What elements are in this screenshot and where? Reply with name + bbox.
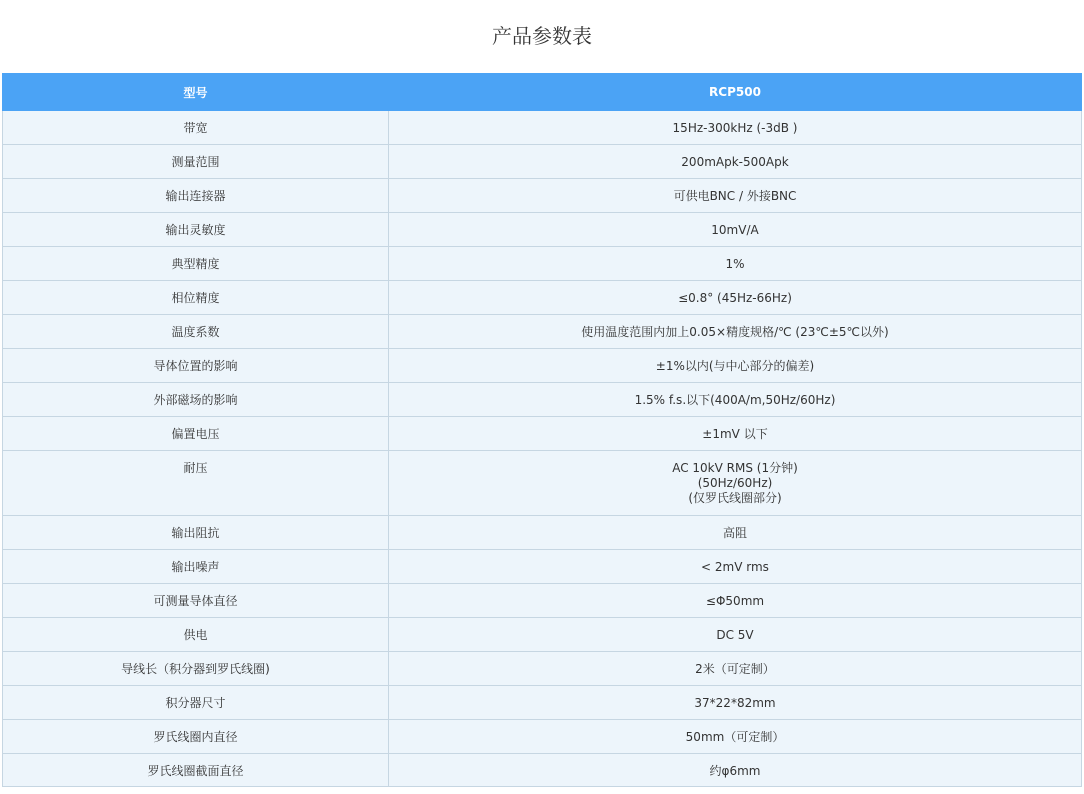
param-label-cell: 供电	[3, 618, 389, 652]
param-value-cell	[389, 516, 1082, 550]
param-value-cell	[389, 145, 1082, 179]
table-row	[3, 652, 1082, 686]
param-value-cell	[389, 652, 1082, 686]
page-title: 产品参数表	[492, 24, 592, 48]
param-value-cell	[389, 417, 1082, 451]
param-label-cell: 输出灵敏度	[3, 213, 389, 247]
param-value-line: (仅罗氏线圈部分)	[688, 491, 782, 505]
param-value-cell	[389, 720, 1082, 754]
param-value-line: 15Hz-300kHz (-3dB )	[672, 121, 798, 135]
param-label-cell: 耐压	[3, 451, 389, 516]
param-value-line: ≤0.8° (45Hz-66Hz)	[678, 291, 792, 305]
param-value-line: 10mV/A	[711, 223, 759, 237]
table-row	[3, 315, 1082, 349]
param-label-cell: 导线长（积分器到罗氏线圈)	[3, 652, 389, 686]
param-label-cell: 外部磁场的影响	[3, 383, 389, 417]
param-value-cell	[389, 550, 1082, 584]
param-value-line: 约φ6mm	[709, 764, 761, 778]
table-row	[3, 451, 1082, 516]
table-row	[3, 417, 1082, 451]
table-row	[3, 111, 1082, 145]
param-value-line: 1%	[725, 257, 745, 271]
param-value-line: 使用温度范围内加上0.05×精度规格/℃ (23℃±5℃以外)	[581, 325, 889, 339]
spec-table	[2, 73, 1082, 787]
table-row	[3, 213, 1082, 247]
param-label-cell: 可测量导体直径	[3, 584, 389, 618]
table-row	[3, 720, 1082, 754]
param-label-cell: 输出连接器	[3, 179, 389, 213]
param-label-cell: 偏置电压	[3, 417, 389, 451]
param-label-cell: 测量范围	[3, 145, 389, 179]
spec-table-body	[3, 111, 1082, 787]
header-cell-model: 型号	[3, 74, 389, 111]
param-label-cell: 输出阻抗	[3, 516, 389, 550]
param-value-line: (50Hz/60Hz)	[697, 476, 773, 490]
param-label-cell: 典型精度	[3, 247, 389, 281]
table-row	[3, 584, 1082, 618]
param-value-line: 200mApk-500Apk	[681, 155, 789, 169]
param-value-cell	[389, 315, 1082, 349]
param-value-line: ≤Φ50mm	[705, 594, 765, 608]
param-label-cell: 罗氏线圈截面直径	[3, 754, 389, 787]
param-label-cell: 相位精度	[3, 281, 389, 315]
param-label-cell: 导体位置的影响	[3, 349, 389, 383]
param-value-cell	[389, 618, 1082, 652]
param-value-line: 37*22*82mm	[694, 696, 776, 710]
param-value-line: DC 5V	[716, 628, 754, 642]
param-value-cell	[389, 213, 1082, 247]
param-label-cell: 罗氏线圈内直径	[3, 720, 389, 754]
table-row	[3, 754, 1082, 787]
param-value-line: 高阻	[722, 526, 747, 540]
param-value-cell	[389, 451, 1082, 516]
param-value-cell	[389, 584, 1082, 618]
param-value-cell	[389, 383, 1082, 417]
table-row	[3, 349, 1082, 383]
table-header-row	[3, 74, 1082, 111]
param-value-cell	[389, 686, 1082, 720]
table-row	[3, 145, 1082, 179]
table-row	[3, 516, 1082, 550]
table-row	[3, 550, 1082, 584]
param-label-cell: 输出噪声	[3, 550, 389, 584]
param-label-cell: 积分器尺寸	[3, 686, 389, 720]
param-value-cell	[389, 349, 1082, 383]
param-value-line: 50mm（可定制）	[685, 730, 785, 744]
param-value-cell	[389, 754, 1082, 787]
param-value-line: 1.5% f.s.以下(400A/m,50Hz/60Hz)	[634, 393, 836, 407]
param-value-cell	[389, 179, 1082, 213]
table-row	[3, 618, 1082, 652]
table-row	[3, 281, 1082, 315]
param-value-cell	[389, 247, 1082, 281]
table-row	[3, 383, 1082, 417]
param-value-cell	[389, 111, 1082, 145]
param-value-line: 2米（可定制）	[695, 662, 775, 676]
header-cell-model-value: RCP500	[389, 74, 1082, 111]
param-label-cell: 温度系数	[3, 315, 389, 349]
table-row	[3, 179, 1082, 213]
param-value-line: AC 10kV RMS (1分钟)	[672, 461, 798, 475]
param-label-cell: 带宽	[3, 111, 389, 145]
param-value-line: ±1%以内(与中心部分的偏差)	[655, 359, 815, 373]
param-value-line: 可供电BNC / 外接BNC	[673, 189, 797, 203]
param-value-line: < 2mV rms	[701, 560, 769, 574]
table-row	[3, 247, 1082, 281]
param-value-cell	[389, 281, 1082, 315]
table-row	[3, 686, 1082, 720]
param-value-line: ±1mV 以下	[702, 427, 768, 441]
